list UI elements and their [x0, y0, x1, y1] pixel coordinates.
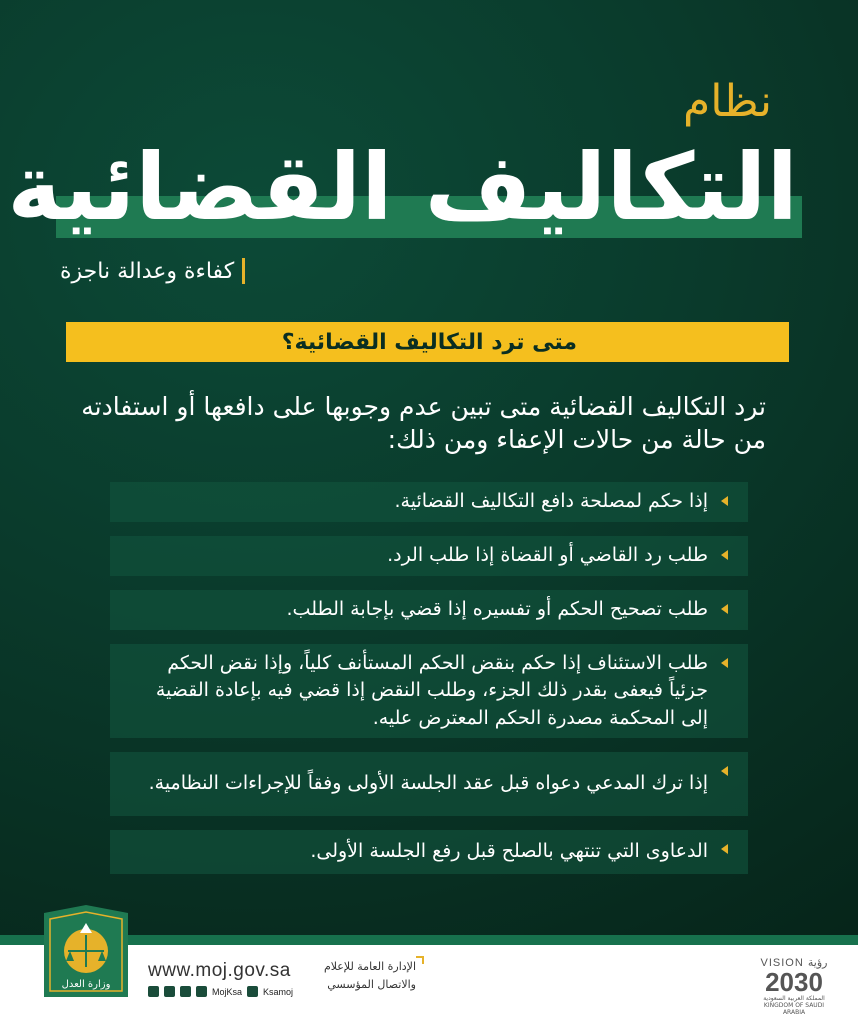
list-item [110, 536, 748, 576]
bullet-triangle-icon [721, 766, 728, 776]
youtube-icon[interactable] [247, 986, 258, 997]
tagline-divider [242, 258, 245, 284]
ministry-emblem-icon [40, 905, 132, 1003]
twitter-icon[interactable] [148, 986, 159, 997]
tagline [60, 258, 245, 284]
emblem-text: وزارة العدل [61, 979, 111, 990]
list-item-text: طلب رد القاضي أو القضاة إذا طلب الرد. [387, 544, 708, 567]
instagram-icon[interactable] [164, 986, 175, 997]
items-list [110, 482, 748, 888]
social-handle-1: MojKsa [212, 986, 243, 997]
list-item-text: طلب تصحيح الحكم أو تفسيره إذا قضي بإجابة الطلب. [286, 598, 708, 621]
list-item-text: طلب الاستئناف إذا حكم بنقض الحكم المستأنف كلياً، وإذا نقض الحكم جزئياً فيعفى بقدر ذلك الجزء، وطلب النقض إذا قضي فيه بإعادة القضية إلى المحكمة مصدرة الحكم المعترض عليه. [155, 651, 708, 729]
list-item [110, 752, 748, 816]
social-links [148, 986, 293, 997]
snapchat-icon[interactable] [180, 986, 191, 997]
intro-paragraph: ترد التكاليف القضائية متى تبين عدم وجوبها على دافعها أو استفادته من حالة من حالات الإعفاء ومن ذلك: [81, 392, 766, 454]
list-item-text: إذا ترك المدعي دعواه قبل عقد الجلسة الأولى وفقاً للإجراءات النظامية. [148, 772, 708, 795]
bullet-triangle-icon [721, 496, 728, 506]
list-item [110, 482, 748, 522]
list-item-text: الدعاوى التي تنتهي بالصلح قبل رفع الجلسة الأولى. [310, 840, 708, 863]
bullet-triangle-icon [721, 658, 728, 668]
list-item [110, 830, 748, 874]
vision-year: 2030 [765, 967, 823, 997]
question-banner: متى ترد التكاليف القضائية؟ [66, 322, 789, 362]
linkedin-icon[interactable] [196, 986, 207, 997]
corner-accent [416, 956, 424, 964]
vision-label: VISION رؤية [760, 957, 828, 969]
tagline-text: كفاءة وعدالة ناجزة [60, 258, 235, 284]
page-title: التكاليف القضائية [7, 134, 798, 241]
bullet-triangle-icon [721, 844, 728, 854]
bullet-triangle-icon [721, 604, 728, 614]
vision-country-en: KINGDOM OF SAUDI ARABIA [763, 1002, 825, 1017]
bullet-triangle-icon [721, 550, 728, 560]
vision-country-ar: المملكة العربية السعودية [763, 995, 825, 1002]
list-item [110, 644, 748, 738]
website-link[interactable]: www.moj.gov.sa [148, 960, 291, 981]
list-item [110, 590, 748, 630]
title-kicker: نظام [683, 76, 772, 127]
department-line-2: والاتصال المؤسسي [327, 977, 416, 991]
department-name [306, 958, 416, 993]
department-line-1: الإدارة العامة للإعلام [323, 960, 416, 973]
social-handle-2: Ksamoj [263, 986, 294, 997]
vision-2030-logo [752, 956, 836, 1017]
list-item-text: إذا حكم لمصلحة دافع التكاليف القضائية. [394, 490, 708, 513]
